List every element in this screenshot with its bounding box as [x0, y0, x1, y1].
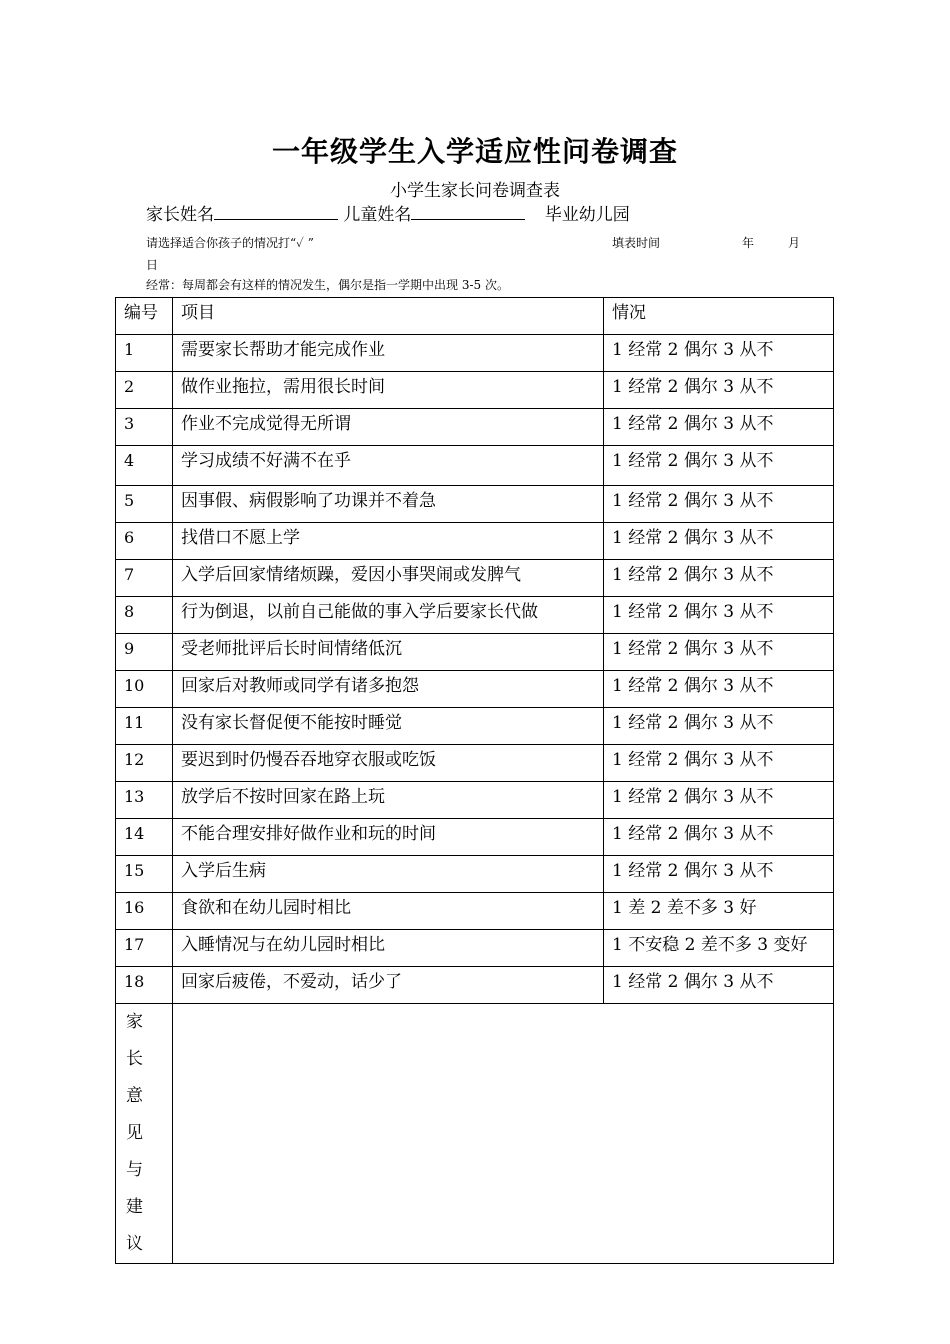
header-number: 编号 — [116, 298, 173, 335]
row-item: 食欲和在幼儿园时相比 — [173, 893, 604, 930]
row-options[interactable]: 1 经常 2 偶尔 3 从不 — [604, 708, 834, 745]
row-number: 14 — [116, 819, 173, 856]
row-options[interactable]: 1 经常 2 偶尔 3 从不 — [604, 745, 834, 782]
table-row — [116, 523, 834, 560]
name-fields-row — [146, 200, 630, 225]
table-row — [116, 372, 834, 409]
row-options[interactable]: 1 经常 2 偶尔 3 从不 — [604, 560, 834, 597]
row-number: 9 — [116, 634, 173, 671]
child-name-label: 儿童姓名 — [343, 205, 412, 225]
parent-name-label: 家长姓名 — [146, 205, 214, 225]
row-item: 回家后疲倦，不爱动，话少了 — [173, 967, 604, 1004]
opinion-input-area[interactable] — [173, 1004, 834, 1264]
table-header-row — [116, 298, 834, 335]
row-options[interactable]: 1 经常 2 偶尔 3 从不 — [604, 486, 834, 523]
row-number: 3 — [116, 409, 173, 446]
row-number: 1 — [116, 335, 173, 372]
row-item: 入学后回家情绪烦躁，爱因小事哭闹或发脾气 — [173, 560, 604, 597]
row-options[interactable]: 1 经常 2 偶尔 3 从不 — [604, 671, 834, 708]
row-options[interactable]: 1 经常 2 偶尔 3 从不 — [604, 523, 834, 560]
row-options[interactable]: 1 不安稳 2 差不多 3 变好 — [604, 930, 834, 967]
row-item: 入学后生病 — [173, 856, 604, 893]
table-row — [116, 745, 834, 782]
table-row — [116, 819, 834, 856]
row-options[interactable]: 1 经常 2 偶尔 3 从不 — [604, 634, 834, 671]
child-name-blank[interactable] — [411, 202, 525, 220]
table-row — [116, 486, 834, 523]
table-row — [116, 409, 834, 446]
row-options[interactable]: 1 经常 2 偶尔 3 从不 — [604, 597, 834, 634]
table-row — [116, 560, 834, 597]
table-row — [116, 930, 834, 967]
row-options[interactable]: 1 经常 2 偶尔 3 从不 — [604, 782, 834, 819]
row-number: 5 — [116, 486, 173, 523]
row-item: 回家后对教师或同学有诸多抱怨 — [173, 671, 604, 708]
row-item: 做作业拖拉，需用很长时间 — [173, 372, 604, 409]
row-item: 学习成绩不好满不在乎 — [173, 446, 604, 486]
row-item: 入睡情况与在幼儿园时相比 — [173, 930, 604, 967]
parent-name-blank[interactable] — [214, 202, 338, 220]
row-item: 行为倒退，以前自己能做的事入学后要家长代做 — [173, 597, 604, 634]
row-item: 不能合理安排好做作业和玩的时间 — [173, 819, 604, 856]
row-options[interactable]: 1 经常 2 偶尔 3 从不 — [604, 335, 834, 372]
row-number: 4 — [116, 446, 173, 486]
table-row — [116, 893, 834, 930]
row-item: 放学后不按时回家在路上玩 — [173, 782, 604, 819]
opinion-label: 家长意见与建议 — [126, 1012, 143, 1254]
row-item: 因事假、病假影响了功课并不着急 — [173, 486, 604, 523]
form-subtitle: 小学生家长问卷调查表 — [390, 181, 560, 201]
table-row — [116, 335, 834, 372]
row-number: 18 — [116, 967, 173, 1004]
row-item: 要迟到时仍慢吞吞地穿衣服或吃饭 — [173, 745, 604, 782]
table-row — [116, 782, 834, 819]
row-options[interactable]: 1 差 2 差不多 3 好 — [604, 893, 834, 930]
table-row — [116, 708, 834, 745]
row-number: 12 — [116, 745, 173, 782]
row-number: 16 — [116, 893, 173, 930]
header-item: 项目 — [173, 298, 604, 335]
frequency-note: 经常：每周都会有这样的情况发生，偶尔是指一学期中出现 3-5 次。 — [146, 278, 509, 292]
row-item: 作业不完成觉得无所谓 — [173, 409, 604, 446]
row-options[interactable]: 1 经常 2 偶尔 3 从不 — [604, 819, 834, 856]
row-number: 15 — [116, 856, 173, 893]
parent-opinion-row — [116, 1004, 834, 1264]
row-number: 2 — [116, 372, 173, 409]
kindergarten-label: 毕业幼儿园 — [544, 205, 630, 225]
row-item: 找借口不愿上学 — [173, 523, 604, 560]
row-item: 需要家长帮助才能完成作业 — [173, 335, 604, 372]
fill-date-year: 年 — [742, 236, 755, 250]
row-options[interactable]: 1 经常 2 偶尔 3 从不 — [604, 409, 834, 446]
row-number: 13 — [116, 782, 173, 819]
instruction-text: 请选择适合你孩子的情况打“✓ ” — [146, 236, 314, 250]
row-options[interactable]: 1 经常 2 偶尔 3 从不 — [604, 856, 834, 893]
survey-table — [115, 297, 834, 1264]
row-options[interactable]: 1 经常 2 偶尔 3 从不 — [604, 967, 834, 1004]
fill-date-month: 月 — [788, 236, 801, 250]
row-number: 8 — [116, 597, 173, 634]
row-number: 10 — [116, 671, 173, 708]
row-number: 17 — [116, 930, 173, 967]
row-options[interactable]: 1 经常 2 偶尔 3 从不 — [604, 446, 834, 486]
page-title: 一年级学生入学适应性问卷调查 — [271, 135, 678, 168]
row-item: 受老师批评后长时间情绪低沉 — [173, 634, 604, 671]
header-status: 情况 — [604, 298, 834, 335]
table-row — [116, 446, 834, 486]
opinion-label-cell — [116, 1004, 173, 1264]
table-row — [116, 856, 834, 893]
row-number: 6 — [116, 523, 173, 560]
row-number: 7 — [116, 560, 173, 597]
fill-date-label: 填表时间 — [612, 236, 661, 250]
table-row — [116, 597, 834, 634]
row-options[interactable]: 1 经常 2 偶尔 3 从不 — [604, 372, 834, 409]
row-number: 11 — [116, 708, 173, 745]
table-row — [116, 671, 834, 708]
table-row — [116, 634, 834, 671]
fill-date-day: 日 — [146, 258, 159, 272]
row-item: 没有家长督促便不能按时睡觉 — [173, 708, 604, 745]
table-row — [116, 967, 834, 1004]
